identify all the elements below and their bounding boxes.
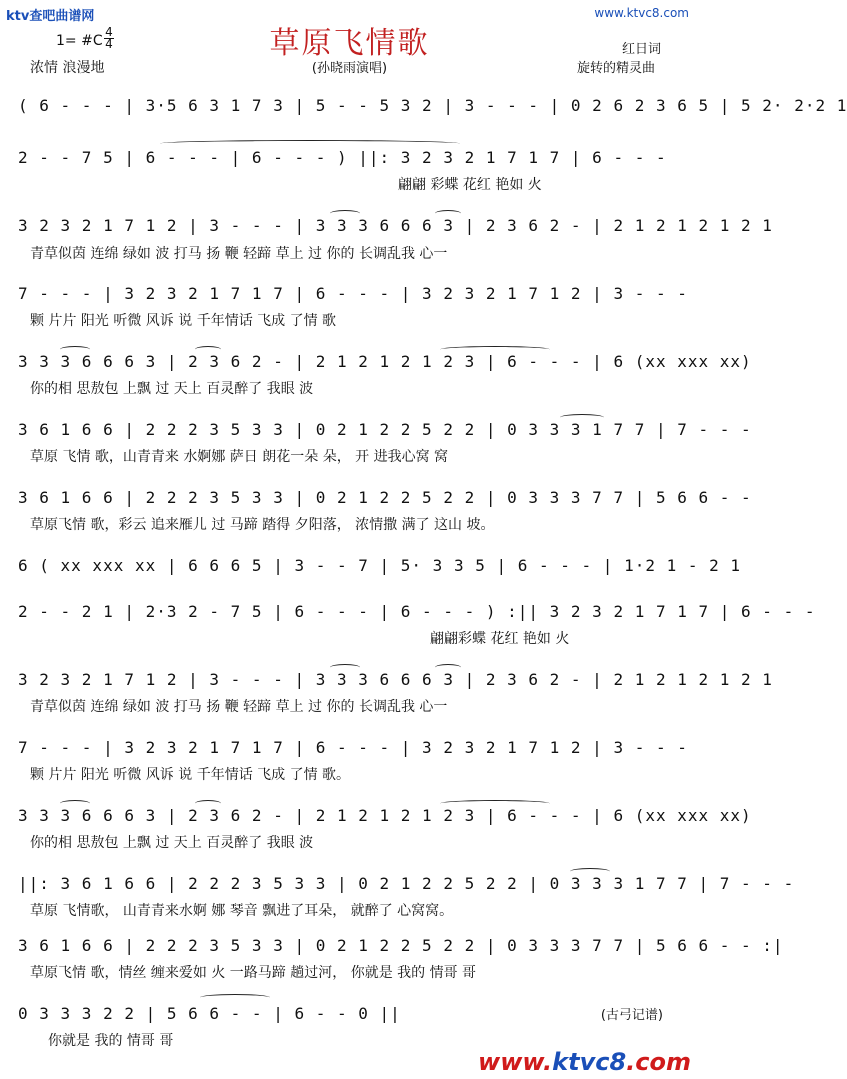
lyric-row-13: 草原 飞情歌， 山青青来水婀 娜 琴音 飘进了耳朵， 就醉了 心窝窝。 — [30, 903, 454, 919]
key-signature: 1= #C — [56, 33, 103, 49]
time-signature — [104, 27, 114, 50]
watermark-bottom — [478, 1048, 691, 1076]
watermark-top-right: www.ktvc8.com — [594, 6, 689, 20]
slur-arc — [60, 346, 90, 353]
notation-row-1: ( 6 - - - | 3·5 6 3 1 7 3 | 5 - - 5 3 2 | 3 - - - | 0 2 6 2 3 6 5 | 5 2· 2·2 1 — [18, 96, 847, 115]
slur-arc — [435, 210, 461, 217]
singer-credit: (孙晓雨演唱) — [311, 61, 388, 76]
notation-row-13: ||: 3 6 1 6 6 | 2 2 2 3 5 3 3 | 0 2 1 2 2 5 2 2 | 0 3 3 3 1 7 7 | 7 - - - — [18, 874, 795, 893]
lyric-row-15: 你就是 我的 情哥 哥 — [48, 1033, 174, 1049]
slur-arc — [195, 346, 221, 353]
notation-row-12: 3 3 3 6 6 6 3 | 2 3 6 2 - | 2 1 2 1 2 1 2 3 | 6 - - - | 6 (xx xxx xx) — [18, 806, 752, 825]
notation-row-11: 7 - - - | 3 2 3 2 1 7 1 7 | 6 - - - | 3 2 3 2 1 7 1 2 | 3 - - - — [18, 738, 688, 757]
lyric-row-9: 翩翩彩蝶 花红 艳如 火 — [430, 631, 570, 647]
notation-row-5: 3 3 3 6 6 6 3 | 2 3 6 2 - | 2 1 2 1 2 1 2 3 | 6 - - - | 6 (xx xxx xx) — [18, 352, 752, 371]
watermark-bottom-prefix: www. — [478, 1048, 553, 1076]
notation-row-14: 3 6 1 6 6 | 2 2 2 3 5 3 3 | 0 2 1 2 2 5 2 2 | 0 3 3 3 7 7 | 5 6 6 - - :| — [18, 936, 784, 955]
notation-row-8: 6 ( xx xxx xx | 6 6 6 5 | 3 - - 7 | 5· 3 3 5 | 6 - - - | 1·2 1 - 2 1 — [18, 556, 742, 575]
slur-arc — [330, 210, 360, 217]
tie-arc — [200, 994, 270, 1001]
slur-arc — [435, 664, 461, 671]
watermark-bottom-suffix: .com — [626, 1048, 691, 1076]
lyric-row-12: 你的相 思敖包 上飘 过 天上 百灵醉了 我眼 波 — [30, 835, 314, 851]
notation-row-9: 2 - - 2 1 | 2·3 2 - 7 5 | 6 - - - | 6 - - - ) :|| 3 2 3 2 1 7 1 7 | 6 - - - — [18, 602, 816, 621]
lyric-row-4: 颗 片片 阳光 听微 风诉 说 千年情话 飞成 了情 歌 — [30, 313, 337, 329]
tie-arc — [440, 800, 550, 807]
lyricist-credit: 红日词 — [621, 42, 661, 57]
notation-row-10: 3 2 3 2 1 7 1 2 | 3 - - - | 3 3 3 6 6 6 3 | 2 3 6 2 - | 2 1 2 1 2 1 2 1 — [18, 670, 773, 689]
mood-marking: 浓情 浪漫地 — [30, 60, 105, 76]
meter-bottom: 4 — [105, 37, 113, 51]
notation-row-15: 0 3 3 3 2 2 | 5 6 6 - - | 6 - - 0 || — [18, 1004, 401, 1023]
lyric-row-7: 草原飞情 歌，彩云 追来雁儿 过 马蹄 踏得 夕阳落， 浓情撒 满了 这山 坡。 — [30, 517, 495, 533]
watermark-top-left: ktv查吧曲谱网 — [6, 9, 95, 24]
lyric-row-2: 翩翩 彩蝶 花红 艳如 火 — [398, 177, 542, 193]
notation-row-4: 7 - - - | 3 2 3 2 1 7 1 7 | 6 - - - | 3 2 3 2 1 7 1 2 | 3 - - - — [18, 284, 688, 303]
lyric-row-10: 青草似茵 连绵 绿如 波 打马 扬 鞭 轻蹄 草上 过 你的 长调乱我 心一 — [30, 699, 448, 715]
tie-arc — [570, 868, 610, 875]
meter-top: 4 — [105, 25, 113, 39]
notation-row-6: 3 6 1 6 6 | 2 2 2 3 5 3 3 | 0 2 1 2 2 5 2 2 | 0 3 3 3 1 7 7 | 7 - - - — [18, 420, 752, 439]
lyric-row-11: 颗 片片 阳光 听微 风诉 说 千年情话 飞成 了情 歌。 — [30, 767, 351, 783]
recorder-credit: (古弓记谱) — [600, 1008, 663, 1023]
watermark-bottom-brand: ktvc8 — [552, 1048, 627, 1076]
tie-arc — [160, 140, 460, 147]
notation-row-2: 2 - - 7 5 | 6 - - - | 6 - - - ) ||: 3 2 3 2 1 7 1 7 | 6 - - - — [18, 148, 667, 167]
notation-row-3: 3 2 3 2 1 7 1 2 | 3 - - - | 3 3 3 6 6 6 3 | 2 3 6 2 - | 2 1 2 1 2 1 2 1 — [18, 216, 773, 235]
song-title: 草原飞情歌 — [269, 26, 430, 61]
lyric-row-3: 青草似茵 连绵 绿如 波 打马 扬 鞭 轻蹄 草上 过 你的 长调乱我 心一 — [30, 246, 448, 262]
lyric-row-6: 草原 飞情 歌，山青青来 水婀娜 萨日 朗花一朵 朵， 开 进我心窝 窝 — [30, 449, 449, 465]
notation-row-7: 3 6 1 6 6 | 2 2 2 3 5 3 3 | 0 2 1 2 2 5 2 2 | 0 3 3 3 7 7 | 5 6 6 - - — [18, 488, 752, 507]
tie-arc — [560, 414, 604, 421]
lyric-row-14: 草原飞情 歌，情丝 缠来爱如 火 一路马蹄 趟过河， 你就是 我的 情哥 哥 — [30, 965, 477, 981]
tie-arc — [440, 346, 550, 353]
slur-arc — [60, 800, 90, 807]
lyric-row-5: 你的相 思敖包 上飘 过 天上 百灵醉了 我眼 波 — [30, 381, 314, 397]
composer-credit: 旋转的精灵曲 — [576, 61, 655, 76]
slur-arc — [330, 664, 360, 671]
slur-arc — [195, 800, 221, 807]
